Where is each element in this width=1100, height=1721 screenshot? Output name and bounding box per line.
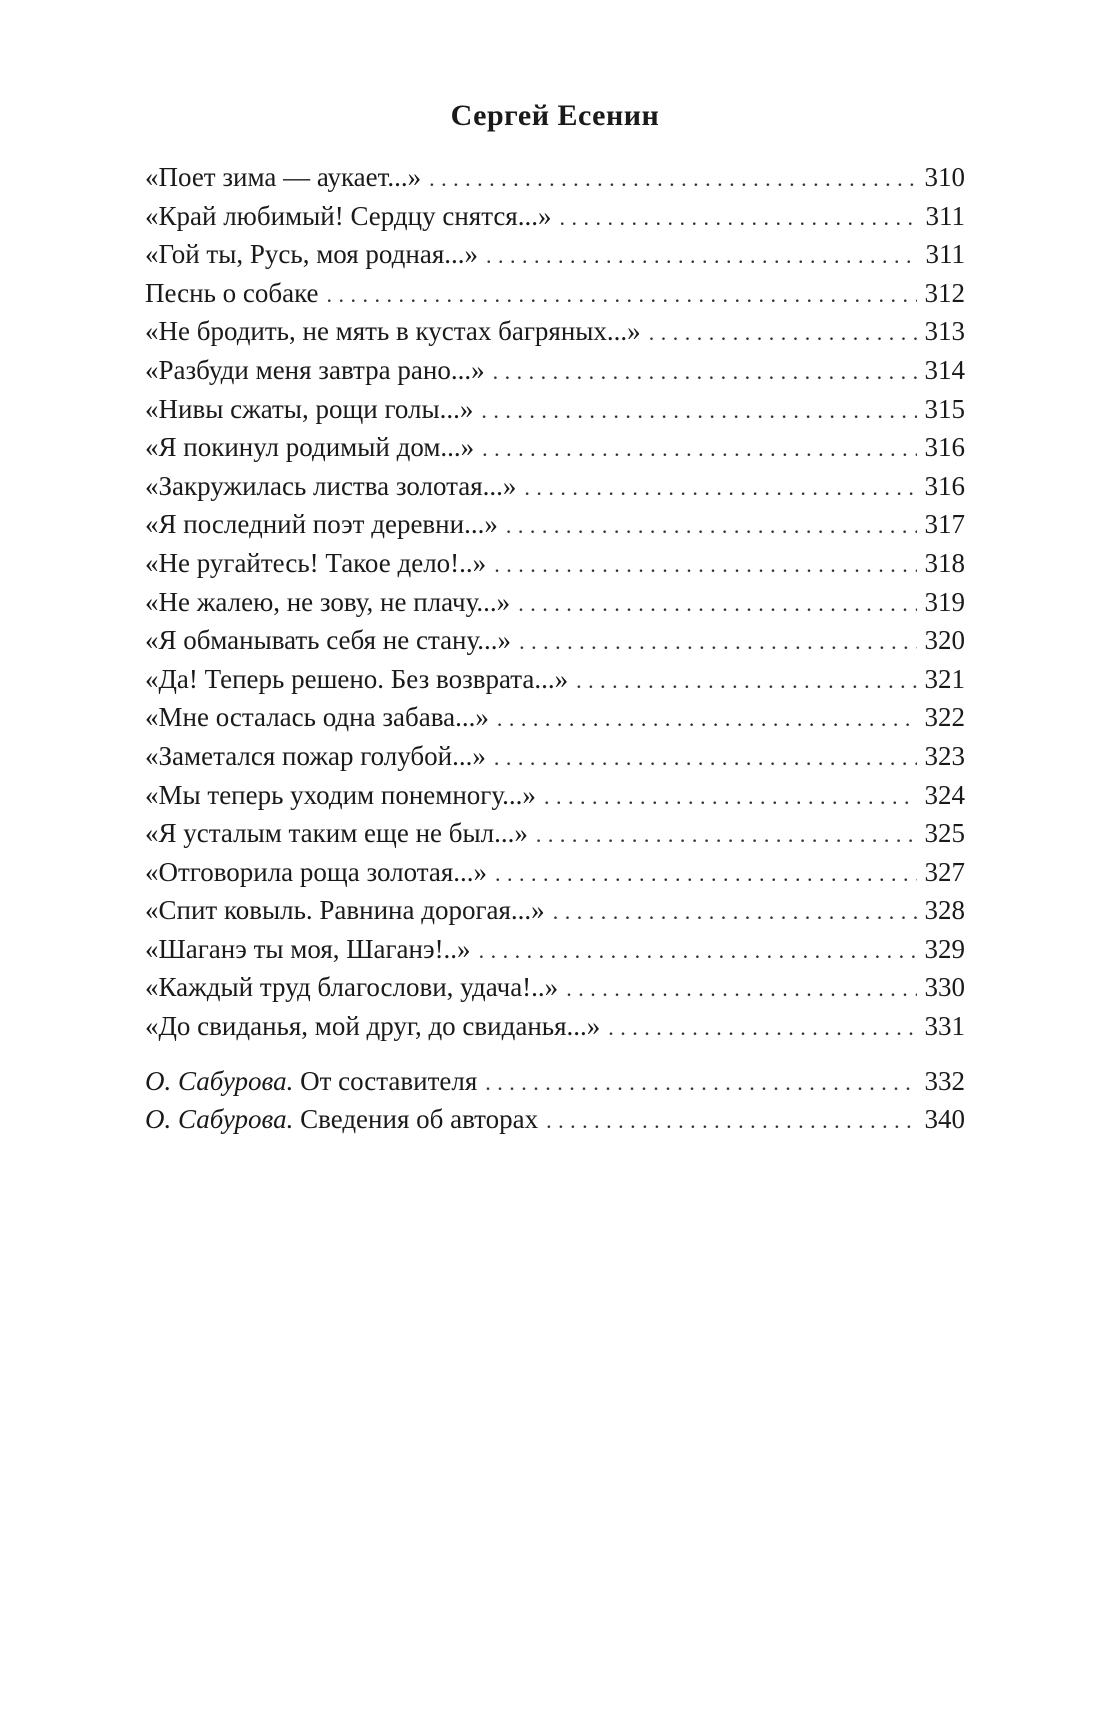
dot-leader [429, 160, 916, 199]
toc-entry-title: «Мне осталась одна забава...» [145, 702, 489, 733]
dot-leader [576, 662, 916, 701]
compiler-name: О. Сабурова. [145, 1065, 294, 1096]
toc-entry-title: «Поет зима — аукает...» [145, 162, 422, 192]
toc-entry [145, 197, 965, 236]
dot-leader [486, 237, 918, 276]
toc-entry-page: 329 [924, 933, 965, 964]
toc-entry-page: 315 [924, 393, 965, 424]
toc-entry-page: 323 [924, 740, 965, 771]
toc-entry-page: 316 [924, 432, 965, 463]
toc-entry-page: 320 [924, 625, 965, 656]
toc-entry [145, 1007, 965, 1046]
toc-page [145, 96, 965, 1139]
back-matter-entry [145, 1100, 965, 1139]
back-matter-title: Сведения об авторах [300, 1104, 539, 1135]
toc-entry-title: «До свиданья, мой друг, до свиданья...» [145, 1011, 601, 1042]
toc-entry-page: 325 [924, 818, 965, 849]
toc-entry-title: «Закружилась листва золотая...» [145, 470, 517, 501]
dot-leader [544, 778, 917, 817]
toc-entry [145, 390, 965, 429]
dot-leader [479, 932, 917, 971]
back-matter-title: От составителя [300, 1065, 478, 1096]
back-matter-page: 332 [924, 1065, 965, 1096]
toc-entry-title: «Каждый труд благослови, удача!..» [145, 972, 559, 1003]
section-gap [145, 1046, 965, 1062]
dot-leader [566, 970, 916, 1009]
dot-leader [559, 199, 917, 238]
dot-leader [536, 816, 917, 855]
toc-entry [145, 891, 965, 930]
toc-entry-title: «Не бродить, не мять в кустах багряных...» [145, 316, 641, 347]
toc-entry-title: «Да! Теперь решено. Без возврата...» [145, 663, 569, 694]
toc-entry [145, 968, 965, 1007]
toc-entry-title: «Мы теперь уходим понемногу...» [145, 779, 536, 810]
dot-leader [494, 739, 917, 778]
toc-entry [145, 467, 965, 506]
compiler-name: О. Сабурова. [145, 1104, 294, 1135]
toc-entry [145, 274, 965, 313]
toc-entry [145, 312, 965, 351]
dot-leader [519, 623, 916, 662]
dot-leader [608, 1009, 916, 1048]
back-matter-page: 340 [924, 1104, 965, 1135]
toc-entry [145, 930, 965, 969]
toc-entry [145, 544, 965, 583]
dot-leader [524, 469, 916, 508]
dot-leader [506, 507, 917, 546]
toc-entry [145, 814, 965, 853]
dot-leader [481, 392, 916, 431]
dot-leader [553, 893, 917, 932]
toc-entry-page: 328 [924, 895, 965, 926]
toc-entry-title: «Нивы сжаты, рощи голы...» [145, 393, 474, 424]
toc-entry-title: «Заметался пожар голубой...» [145, 740, 486, 771]
toc-entry-page: 311 [925, 200, 965, 231]
toc-entry [145, 583, 965, 622]
toc-entry-title: «Край любимый! Сердцу снятся...» [145, 200, 552, 231]
toc-entry-page: 331 [924, 1011, 965, 1042]
section-heading: Сергей Есенин [450, 99, 660, 132]
toc-entry-page: 321 [924, 663, 965, 694]
dot-leader [518, 585, 916, 624]
toc-entry-page: 330 [924, 972, 965, 1003]
dot-leader [495, 855, 917, 894]
back-matter-title-group [145, 1062, 477, 1101]
dot-leader [485, 1064, 916, 1103]
toc-entry-page: 311 [925, 239, 965, 270]
toc-entry-title: «Разбуди меня завтра рано...» [145, 354, 485, 385]
toc-entry-page: 319 [924, 586, 965, 617]
toc-list [145, 158, 965, 1046]
toc-entry-page: 316 [924, 470, 965, 501]
toc-entry-page: 318 [924, 547, 965, 578]
toc-entry-page: 310 [924, 162, 965, 192]
toc-entry [145, 505, 965, 544]
back-matter-entry [145, 1062, 965, 1101]
toc-entry [145, 235, 965, 274]
toc-entry [145, 158, 965, 197]
toc-entry-title: «Не ругайтесь! Такое дело!..» [145, 547, 487, 578]
toc-entry-page: 317 [924, 509, 965, 540]
toc-entry [145, 853, 965, 892]
toc-entry-title: «Отговорила роща золотая...» [145, 856, 487, 887]
toc-entry-title: «Шаганэ ты моя, Шаганэ!..» [145, 933, 471, 964]
toc-entry-page: 312 [924, 277, 965, 308]
toc-entry [145, 737, 965, 776]
toc-entry-page: 322 [924, 702, 965, 733]
toc-entry-title: «Я покинул родимый дом...» [145, 432, 475, 463]
dot-leader [497, 700, 917, 739]
toc-entry-title: «Я усталым таким еще не был...» [145, 818, 528, 849]
toc-entry-title: «Я последний поэт деревни...» [145, 509, 498, 540]
toc-entry-page: 324 [924, 779, 965, 810]
toc-entry-page: 314 [924, 354, 965, 385]
dot-leader [546, 1102, 916, 1141]
dot-leader [493, 353, 917, 392]
toc-entry-page: 313 [924, 316, 965, 347]
toc-entry [145, 698, 965, 737]
back-matter-title-group [145, 1100, 538, 1139]
toc-entry-title: «Спит ковыль. Равнина дорогая...» [145, 895, 545, 926]
toc-entry-title: «Не жалею, не зову, не плачу...» [145, 586, 511, 617]
dot-leader [494, 546, 916, 585]
dot-leader [482, 430, 916, 469]
toc-entry [145, 621, 965, 660]
toc-entry-title: Песнь о собаке [145, 277, 319, 308]
toc-entry [145, 428, 965, 467]
toc-entry [145, 351, 965, 390]
toc-entry [145, 776, 965, 815]
toc-entry-page: 327 [924, 856, 965, 887]
dot-leader [649, 314, 917, 353]
toc-entry-title: «Я обманывать себя не стану...» [145, 625, 512, 656]
back-matter-list [145, 1062, 965, 1139]
toc-entry [145, 660, 965, 699]
dot-leader [327, 276, 917, 315]
toc-entry-title: «Гой ты, Русь, моя родная...» [145, 239, 478, 270]
